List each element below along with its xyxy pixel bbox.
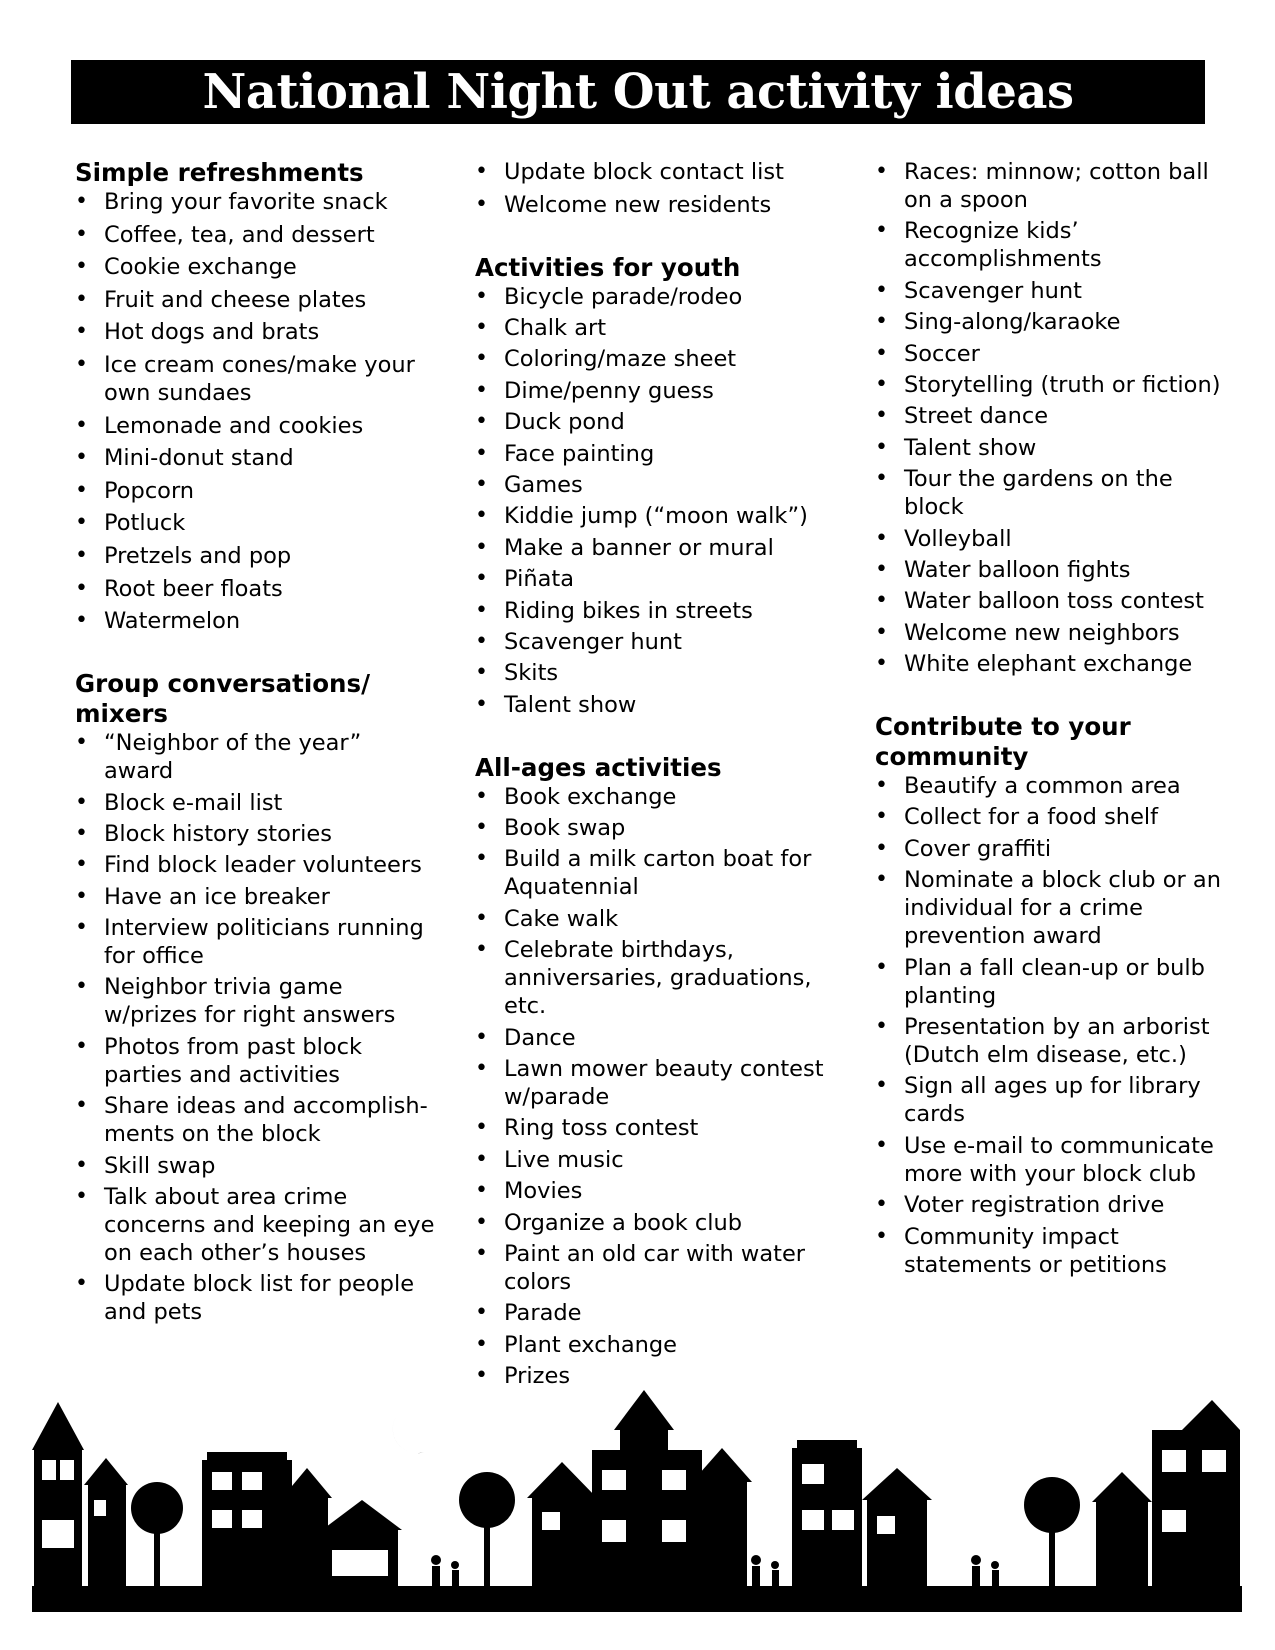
list-item: • Coloring/maze sheet	[475, 345, 855, 373]
list-item: • Have an ice breaker	[75, 883, 435, 911]
list-item: • White elephant exchange	[875, 650, 1235, 678]
group-conversations-list	[75, 729, 435, 1326]
list-item: • Paint an old car with water colors	[475, 1240, 855, 1296]
list-item: • Cover graffiti	[875, 835, 1235, 863]
list-item: • Talent show	[875, 434, 1235, 462]
list-item: • Lawn mower beauty contest w/parade	[475, 1055, 855, 1111]
list-item: • Scavenger hunt	[875, 277, 1235, 305]
list-item: • Face painting	[475, 440, 855, 468]
list-item: • Build a milk carton boat for Aquatennial	[475, 845, 855, 901]
list-item: • Hot dogs and brats	[75, 318, 435, 346]
list-item: • Ring toss contest	[475, 1114, 855, 1142]
list-item: • Talk about area crime concerns and keeping an eye on each other’s houses	[75, 1183, 435, 1267]
list-item: • Lemonade and cookies	[75, 412, 435, 440]
list-item: • Update block contact list	[475, 158, 855, 186]
title-banner	[71, 60, 1205, 124]
youth-activities-list	[475, 283, 855, 719]
list-item: • Cookie exchange	[75, 253, 435, 281]
list-item: • Update block list for people and pets	[75, 1270, 435, 1326]
list-item: • Welcome new neighbors	[875, 619, 1235, 647]
list-item: • Dime/penny guess	[475, 377, 855, 405]
list-item: • Chalk art	[475, 314, 855, 342]
list-item: • Interview politicians running for office	[75, 914, 435, 970]
section-heading-youth: Activities for youth	[475, 252, 741, 282]
list-item: • Sign all ages up for library cards	[875, 1072, 1235, 1128]
list-item: • Scavenger hunt	[475, 628, 855, 656]
list-item: • “Neighbor of the year” award	[75, 729, 435, 785]
list-item: • Potluck	[75, 509, 435, 537]
list-item: • Community impact statements or petitions	[875, 1223, 1235, 1279]
list-item: • Water balloon toss contest	[875, 587, 1235, 615]
all-ages-list	[475, 783, 855, 1390]
list-item: • Voter registration drive	[875, 1191, 1235, 1219]
list-item: • Nominate a block club or an individual for a crime prevention award	[875, 866, 1235, 950]
column-1	[75, 158, 435, 1360]
neighborhood-skyline-illustration	[32, 1390, 1242, 1612]
list-item: • Block e-mail list	[75, 789, 435, 817]
list-item: • Skill swap	[75, 1152, 435, 1180]
list-item: • Talent show	[475, 691, 855, 719]
refreshments-list	[75, 188, 435, 635]
list-item: • Neighbor trivia game w/prizes for right answers	[75, 973, 435, 1029]
list-item: • Plant exchange	[475, 1331, 855, 1359]
list-item: • Sing-along/karaoke	[875, 308, 1235, 336]
list-item: • Mini-donut stand	[75, 444, 435, 472]
list-item: • Street dance	[875, 402, 1235, 430]
list-item: • Prizes	[475, 1362, 855, 1390]
section-heading-refreshments: Simple refreshments	[75, 158, 364, 187]
list-item: • Kiddie jump (“moon walk”)	[475, 502, 855, 530]
list-item: • Skits	[475, 659, 855, 687]
list-item: • Plan a fall clean-up or bulb planting	[875, 954, 1235, 1010]
list-item: • Games	[475, 471, 855, 499]
list-item: • Water balloon fights	[875, 556, 1235, 584]
list-item: • Storytelling (truth or fiction)	[875, 371, 1235, 399]
list-item: • Tour the gardens on the block	[875, 465, 1235, 521]
list-item: • Organize a book club	[475, 1209, 855, 1237]
continued-list	[475, 158, 855, 219]
list-item: • Piñata	[475, 565, 855, 593]
list-item: • Pretzels and pop	[75, 542, 435, 570]
list-item: • Cake walk	[475, 905, 855, 933]
list-item: • Fruit and cheese plates	[75, 286, 435, 314]
section-heading-contribute: Contribute to your community	[875, 712, 1131, 772]
list-item: • Movies	[475, 1177, 855, 1205]
list-item: • Soccer	[875, 340, 1235, 368]
list-item: • Ice cream cones/make your own sundaes	[75, 351, 435, 407]
list-item: • Make a banner or mural	[475, 534, 855, 562]
contribute-list	[875, 772, 1235, 1279]
list-item: • Parade	[475, 1299, 855, 1327]
list-item: • Races: minnow; cotton ball on a spoon	[875, 158, 1235, 214]
crescent-moon-icon	[393, 1410, 432, 1453]
list-item: • Presentation by an arborist (Dutch elm disease, etc.)	[875, 1013, 1235, 1069]
list-item: • Share ideas and accomplish-ments on the block	[75, 1092, 435, 1148]
list-item: • Bring your favorite snack	[75, 188, 435, 216]
list-item: • Root beer floats	[75, 575, 435, 603]
list-item: • Use e-mail to communicate more with your block club	[875, 1132, 1235, 1188]
list-item: • Celebrate birthdays, anniversaries, graduations, etc.	[475, 936, 855, 1020]
section-heading-group-conversations: Group conversations/ mixers	[75, 669, 371, 729]
list-item: • Duck pond	[475, 408, 855, 436]
section-heading-all-ages: All-ages activities	[475, 752, 722, 782]
list-item: • Beautify a common area	[875, 772, 1235, 800]
list-item: • Photos from past block parties and activities	[75, 1033, 435, 1089]
list-item: • Recognize kids’ accomplishments	[875, 217, 1235, 273]
list-item: • Riding bikes in streets	[475, 597, 855, 625]
list-item: • Popcorn	[75, 477, 435, 505]
list-item: • Welcome new residents	[475, 191, 855, 219]
list-item: • Coffee, tea, and dessert	[75, 221, 435, 249]
list-item: • Collect for a food shelf	[875, 803, 1235, 831]
column-2	[475, 158, 855, 1424]
list-item: • Find block leader volunteers	[75, 851, 435, 879]
page-title: National Night Out activity ideas	[202, 64, 1074, 120]
list-item: • Watermelon	[75, 607, 435, 635]
list-item: • Bicycle parade/rodeo	[475, 283, 855, 311]
list-item: • Book exchange	[475, 783, 855, 811]
list-item: • Volleyball	[875, 525, 1235, 553]
list-item: • Book swap	[475, 814, 855, 842]
list-item: • Block history stories	[75, 820, 435, 848]
column-3	[875, 158, 1235, 1313]
list-item: • Dance	[475, 1024, 855, 1052]
all-ages-continued-list	[875, 158, 1235, 678]
list-item: • Live music	[475, 1146, 855, 1174]
